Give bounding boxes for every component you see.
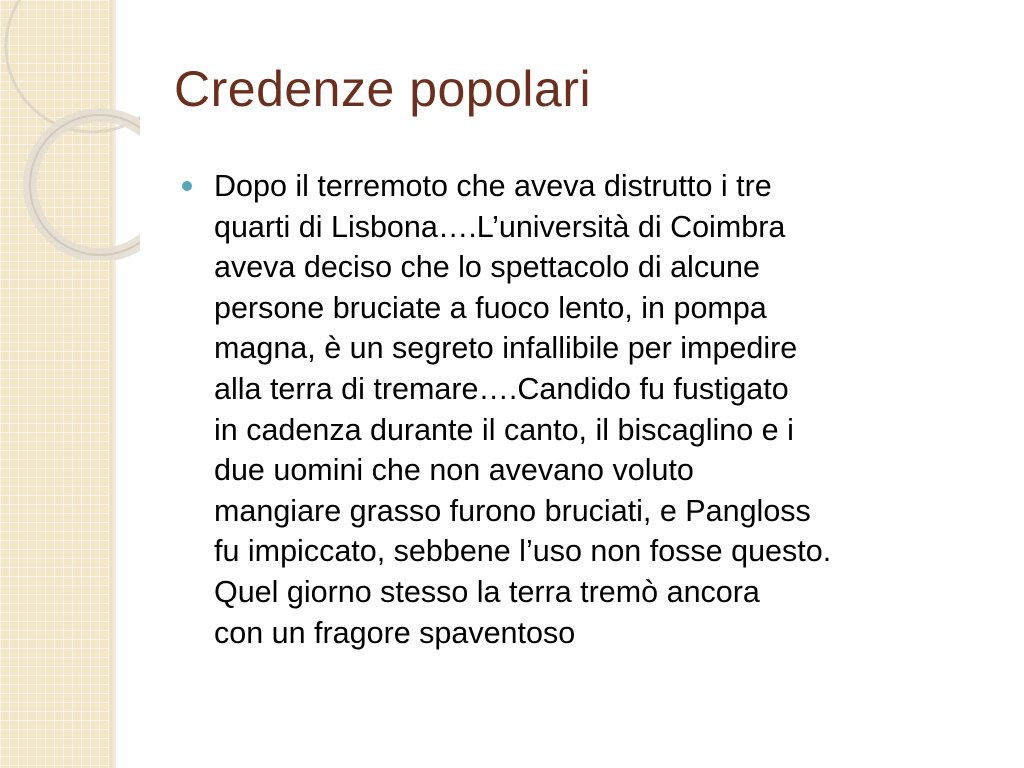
bullet-dot-icon bbox=[182, 181, 192, 191]
bullet-text bbox=[214, 166, 1010, 653]
text-line: magna, è un segreto infallibile per impedire bbox=[214, 331, 798, 366]
decorative-rings-icon bbox=[0, 0, 140, 260]
text-line: Quel giorno stesso la terra tremò ancora bbox=[214, 574, 760, 609]
text-line: Dopo il terremoto che aveva distrutto i tre bbox=[214, 169, 772, 203]
text-line: quarti di Lisbona….L’università di Coimbra bbox=[214, 209, 786, 244]
slide-title: Credenze popolari bbox=[174, 61, 592, 117]
text-line: in cadenza durante il canto, il biscaglino e i bbox=[214, 412, 794, 447]
text-line: alla terra di tremare….Candido fu fustigato bbox=[214, 371, 789, 406]
text-line: con un fragore spaventoso bbox=[214, 615, 576, 650]
bullet-item bbox=[180, 166, 1010, 653]
text-line: due uomini che non avevano voluto bbox=[214, 453, 694, 488]
text-line: mangiare grasso furono bruciati, e Pangloss bbox=[214, 493, 811, 528]
text-line: persone bruciate a fuoco lento, in pompa bbox=[214, 290, 767, 325]
slide-body bbox=[180, 166, 1010, 653]
text-line: aveva deciso che lo spettacolo di alcune bbox=[214, 250, 760, 285]
text-line: fu impiccato, sebbene l’uso non fosse questo. bbox=[214, 534, 832, 569]
